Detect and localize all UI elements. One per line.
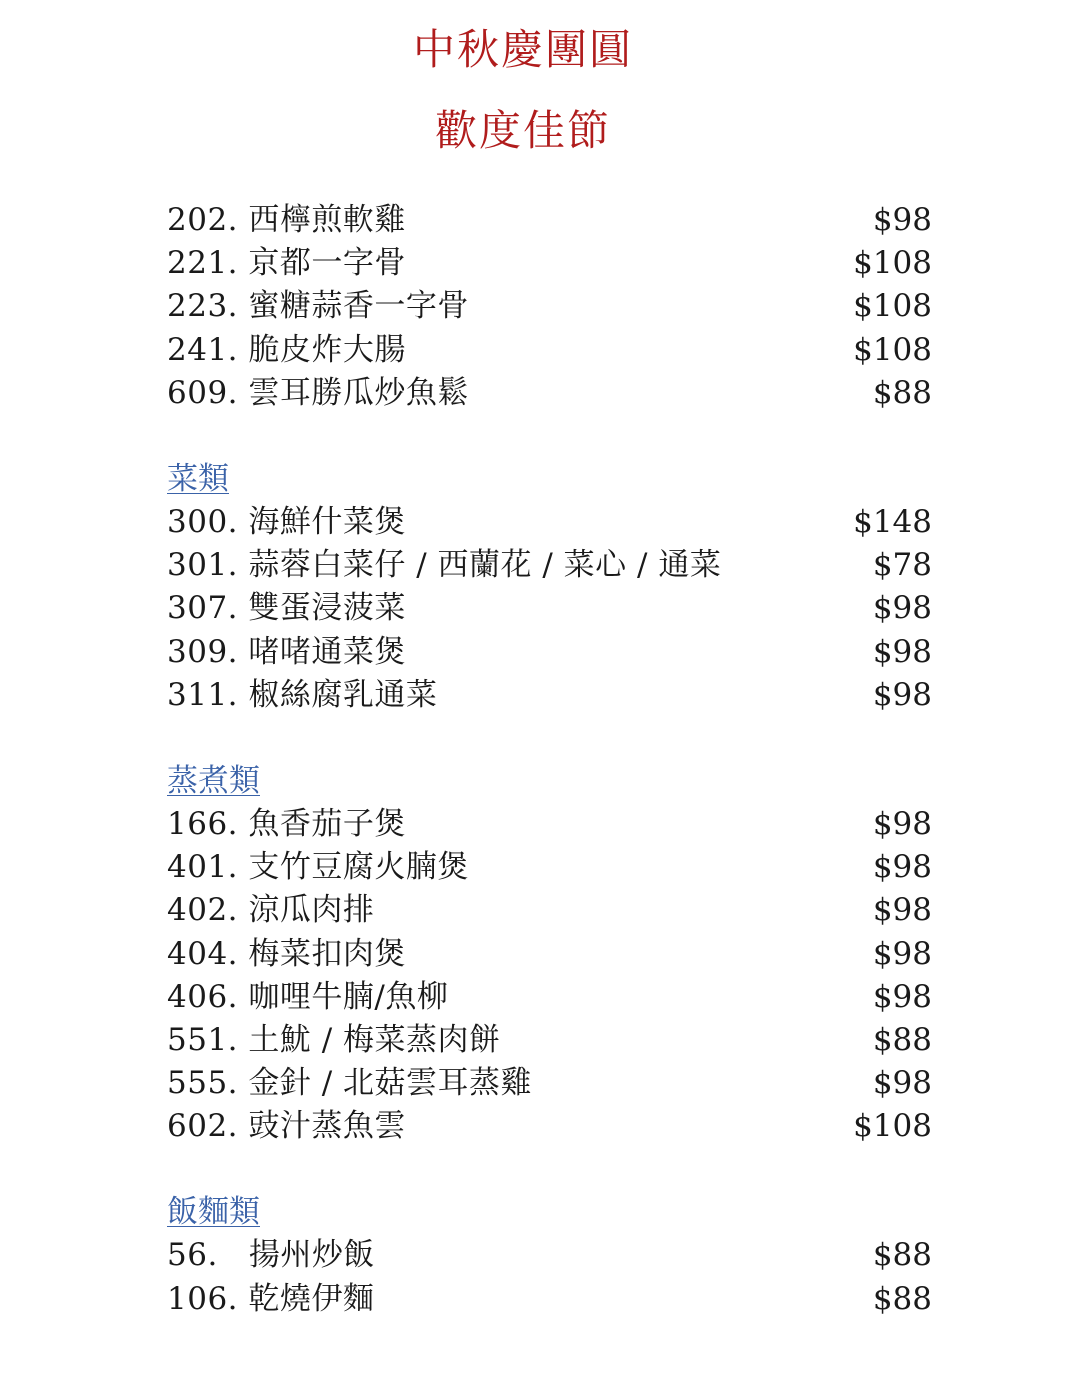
section-steamed [167,760,932,1149]
item-price: $108 [853,331,932,368]
item-name: 309. 啫啫通菜煲 [167,633,406,670]
item-price: $98 [872,805,932,842]
item-name: 301. 蒜蓉白菜仔 / 西蘭花 / 菜心 / 通菜 [167,547,722,584]
section-heading-rice-noodles[interactable]: 飯麵類 [167,1194,260,1231]
item-price: $98 [872,202,932,239]
item-price: $108 [853,245,932,282]
item-name: 56. 揚州炒飯 [167,1237,375,1274]
item-name: 221. 京都一字骨 [167,245,406,282]
item-price: $108 [853,1108,932,1145]
item-price: $78 [872,547,932,584]
item-price: $98 [872,892,932,929]
item-price: $148 [853,504,932,541]
item-name: 223. 蜜糖蒜香一字骨 [167,288,469,325]
item-name: 402. 涼瓜肉排 [167,892,375,929]
item-price: $98 [872,935,932,972]
item-price: $98 [872,633,932,670]
menu-item [167,803,932,846]
menu-item [167,976,932,1019]
menu-item [167,544,932,587]
item-price: $108 [853,288,932,325]
item-price: $98 [872,849,932,886]
item-name: 404. 梅菜扣肉煲 [167,935,406,972]
item-name: 106. 乾燒伊麵 [167,1280,375,1317]
menu-item [167,674,932,717]
item-name: 609. 雲耳勝瓜炒魚鬆 [167,374,469,411]
item-name: 555. 金針 / 北菇雲耳蒸雞 [167,1065,533,1102]
menu-title: 中秋慶團圓 [412,25,633,74]
section-heading-steamed[interactable]: 蒸煮類 [167,762,260,799]
menu-item [167,285,932,328]
item-name: 406. 咖哩牛腩/魚柳 [167,978,449,1015]
menu-item [167,242,932,285]
menu-item [167,846,932,889]
item-price: $98 [872,590,932,627]
item-name: 202. 西檸煎軟雞 [167,202,406,239]
section-mains [167,199,932,415]
item-price: $98 [872,1065,932,1102]
menu-item [167,1234,932,1277]
item-name: 307. 雙蛋浸菠菜 [167,590,406,627]
section-vegetables [167,458,932,717]
menu-item [167,1278,932,1321]
menu-item [167,372,932,415]
item-price: $88 [872,1237,932,1274]
menu-item [167,587,932,630]
menu-item [167,501,932,544]
item-name: 241. 脆皮炸大腸 [167,331,406,368]
menu-item [167,1105,932,1148]
menu-list [167,199,932,1321]
item-price: $88 [872,1021,932,1058]
item-name: 166. 魚香茄子煲 [167,805,406,842]
menu-item [167,1019,932,1062]
menu-item [167,329,932,372]
item-name: 311. 椒絲腐乳通菜 [167,676,438,713]
menu-item [167,199,932,242]
section-heading-vegetables[interactable]: 菜類 [167,460,229,497]
menu-item [167,889,932,932]
section-rice-noodles [167,1191,932,1320]
item-price: $98 [872,676,932,713]
item-name: 551. 土魷 / 梅菜蒸肉餅 [167,1021,501,1058]
menu-item [167,631,932,674]
menu-item [167,1062,932,1105]
item-price: $88 [872,374,932,411]
item-name: 401. 支竹豆腐火腩煲 [167,849,469,886]
menu-subtitle: 歡度佳節 [434,106,611,155]
item-name: 300. 海鮮什菜煲 [167,504,406,541]
item-price: $88 [872,1280,932,1317]
item-price: $98 [872,978,932,1015]
item-name: 602. 豉汁蒸魚雲 [167,1108,406,1145]
menu-item [167,932,932,975]
